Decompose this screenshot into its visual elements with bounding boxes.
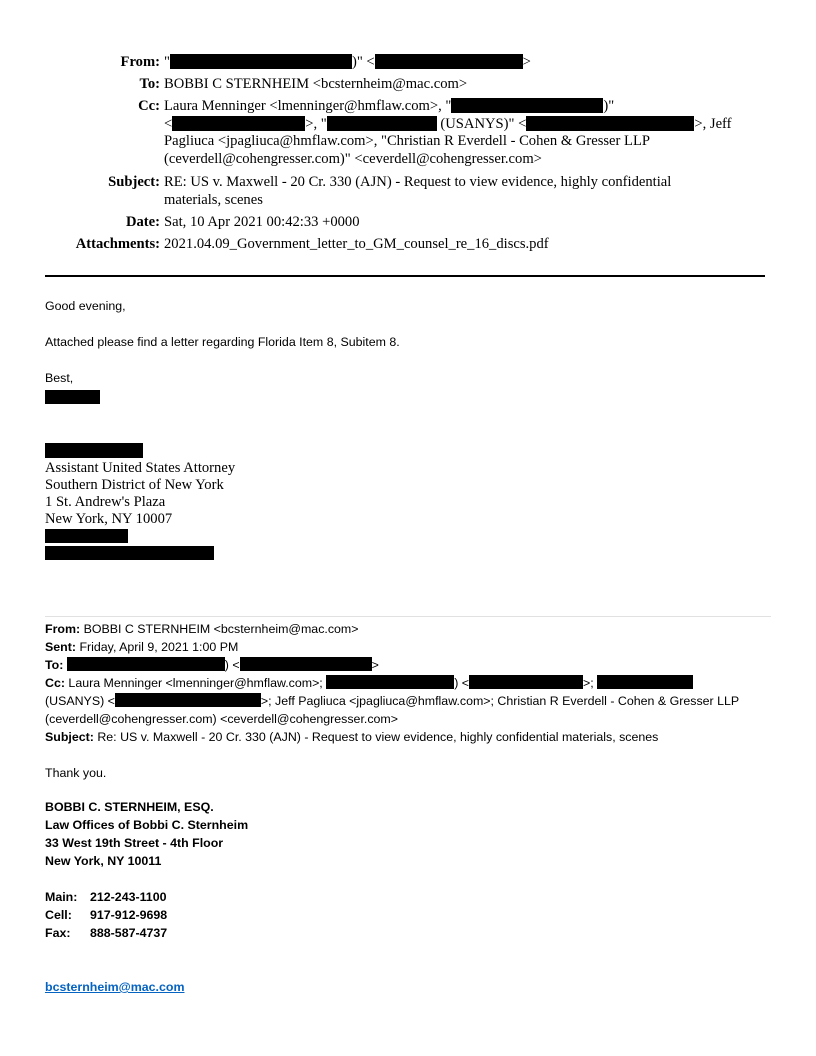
to-value: BOBBI C STERNHEIM <bcsternheim@mac.com> [164, 76, 468, 92]
orig-sig-address-2: New York, NY 10011 [45, 854, 162, 868]
orig-fax-row [45, 924, 167, 942]
orig-to-row: To: ) < > [45, 658, 379, 672]
to-label: To: [139, 76, 160, 92]
cc-line-4: (ceverdell@cohengresser.com)" <ceverdell@cohengresser.com> [164, 150, 542, 167]
subject-label: Subject: [108, 174, 160, 190]
cc-label: Cc: [138, 98, 160, 114]
redaction-block [597, 675, 693, 689]
orig-cc-line-2a: (USANYS) < [45, 694, 115, 708]
redaction-block [327, 116, 437, 131]
redaction-block [67, 657, 225, 671]
orig-to-label: To: [45, 658, 64, 672]
redaction-block [45, 546, 214, 560]
redaction-block [45, 390, 100, 404]
cc-line-2-end: , Jeff [702, 115, 732, 132]
cc-usanys: (USANYS)" [440, 115, 515, 132]
orig-cc-label: Cc: [45, 676, 65, 690]
orig-cc-line-2 [45, 692, 739, 710]
closing: Best, [45, 371, 74, 385]
cc-line-1: Laura Menninger <lmenninger@hmflaw.com>, " [164, 98, 452, 114]
redaction-block [526, 116, 694, 131]
orig-from-label: From: [45, 622, 81, 636]
body-text: Attached please find a letter regarding Florida Item 8, Subitem 8. [45, 335, 400, 349]
email-link-row [45, 978, 184, 996]
greeting: Good evening, [45, 299, 126, 313]
attachments-label: Attachments: [75, 236, 160, 252]
quote-divider [45, 616, 771, 617]
from-label: From: [120, 54, 160, 70]
sig-address-2: New York, NY 10007 [45, 511, 173, 527]
main-label: Main: [45, 890, 78, 904]
sig-title: Assistant United States Attorney [45, 460, 236, 476]
orig-cc-row: Cc: Laura Menninger <lmenninger@hmflaw.com>; ) < >; [45, 674, 693, 692]
main-phone: 212-243-1100 [90, 890, 167, 904]
orig-cc-line-2b: >; Jeff Pagliuca <jpagliuca@hmflaw.com>; Christian R Everdell - Cohen & Gresser LLP [260, 694, 740, 708]
header-divider [45, 275, 765, 277]
from-value: " )" < > [164, 54, 531, 70]
orig-sent-value: Friday, April 9, 2021 1:00 PM [79, 640, 239, 654]
orig-sig-address-1: 33 West 19th Street - 4th Floor [45, 836, 224, 850]
orig-sig-firm: Law Offices of Bobbi C. Sternheim [45, 818, 249, 832]
cell-label: Cell: [45, 908, 72, 922]
email-link[interactable]: bcsternheim@mac.com [45, 980, 185, 994]
date-label: Date: [125, 214, 160, 230]
orig-subject-row [45, 728, 658, 746]
redaction-block [172, 116, 305, 131]
redaction-block [45, 529, 128, 543]
orig-thanks: Thank you. [45, 766, 107, 780]
redaction-block [240, 657, 372, 671]
subject-line-1: RE: US v. Maxwell - 20 Cr. 330 (AJN) - Request to view evidence, highly confidential [164, 174, 672, 190]
redaction-block [326, 675, 454, 689]
orig-subject-value: Re: US v. Maxwell - 20 Cr. 330 (AJN) - Request to view evidence, highly confidential materials, scenes [97, 730, 659, 744]
orig-sig-name: BOBBI C. STERNHEIM, ESQ. [45, 800, 214, 814]
cell-phone: 917-912-9698 [90, 908, 168, 922]
orig-from-row [45, 620, 358, 638]
subject-value [164, 174, 764, 209]
redaction-block [451, 98, 603, 113]
subject-line-2: materials, scenes [164, 191, 263, 208]
redaction-block [45, 443, 143, 458]
redaction-block [375, 54, 523, 69]
orig-cc-line-3: (ceverdell@cohengresser.com) <ceverdell@cohengresser.com> [45, 712, 398, 726]
orig-from-value: BOBBI C STERNHEIM <bcsternheim@mac.com> [83, 622, 359, 636]
fax-number: 888-587-4737 [90, 926, 168, 940]
orig-cc-line-1: Laura Menninger <lmenninger@hmflaw.com>; [68, 676, 323, 690]
sig-address-1: 1 St. Andrew's Plaza [45, 494, 166, 510]
orig-sent-label: Sent: [45, 640, 76, 654]
orig-cell-row [45, 906, 167, 924]
cc-line-3: Pagliuca <jpagliuca@hmflaw.com>, "Christian R Everdell - Cohen & Gresser LLP [164, 133, 650, 150]
redaction-block [469, 675, 583, 689]
orig-subject-label: Subject: [45, 730, 94, 744]
cc-value: Laura Menninger <lmenninger@hmflaw.com>, " )" < >, " (USANYS)" < >, Jeff Pagliuca <jpagliuca@hmflaw.com>, "Christian R Everdell - Cohen & Gresser LLP (ceverdell@cohengresser.com)" <ceverdell@cohengresser.com> [164, 98, 764, 168]
date-value: Sat, 10 Apr 2021 00:42:33 +0000 [164, 214, 360, 230]
redaction-block [115, 693, 261, 707]
orig-sent-row [45, 638, 238, 656]
sig-office: Southern District of New York [45, 477, 224, 493]
redaction-block [170, 54, 352, 69]
orig-main-row [45, 888, 166, 906]
fax-label: Fax: [45, 926, 71, 940]
attachment-filename[interactable]: 2021.04.09_Government_letter_to_GM_counsel_re_16_discs.pdf [164, 236, 549, 252]
